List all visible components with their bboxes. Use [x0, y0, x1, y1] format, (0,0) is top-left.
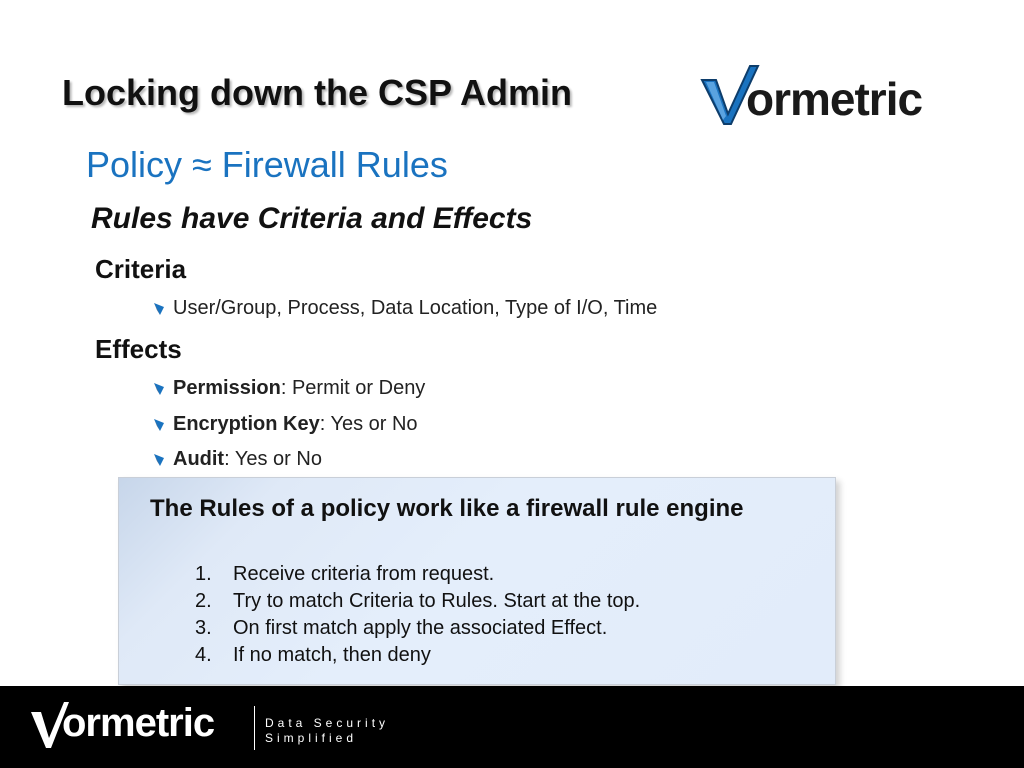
list-item: [195, 615, 640, 642]
logo-wordmark: ormetric: [746, 73, 923, 125]
effect-desc: : Yes or No: [319, 413, 418, 435]
vormetric-logo: [700, 62, 970, 128]
callout-box: [118, 477, 836, 685]
effects-heading: Effects: [95, 334, 182, 364]
steps-list: [195, 561, 640, 669]
footer-divider: [254, 706, 255, 750]
bullet-icon: [153, 418, 165, 432]
criteria-item: User/Group, Process, Data Location, Type of I/O, Time: [173, 297, 658, 319]
footer-bar: [0, 686, 1024, 768]
effect-bullet: [153, 413, 418, 436]
tagline-line2: Simplified: [265, 731, 358, 745]
slide-title: Locking down the CSP Admin: [62, 72, 573, 113]
callout-heading: The Rules of a policy work like a firewall rule engine: [150, 495, 744, 522]
footer-tagline: [265, 716, 389, 746]
effect-bullet: [153, 448, 322, 471]
step-number: 4.: [195, 644, 212, 666]
subtitle: Policy ≈ Firewall Rules: [86, 144, 448, 185]
bullet-icon: [153, 382, 165, 396]
step-number: 2.: [195, 590, 212, 612]
list-item: [195, 642, 640, 669]
subhead: Rules have Criteria and Effects: [91, 202, 533, 235]
footer-logo-wordmark: ormetric: [62, 701, 215, 745]
step-number: 1.: [195, 563, 212, 585]
criteria-heading: Criteria: [95, 254, 187, 284]
tagline-line1: Data Security: [265, 716, 390, 730]
list-item: [195, 561, 640, 588]
step-text: Receive criteria from request.: [233, 563, 495, 585]
list-item: [195, 588, 640, 615]
effect-desc: : Permit or Deny: [280, 377, 426, 399]
step-number: 3.: [195, 617, 212, 639]
step-text: On first match apply the associated Effect.: [233, 617, 608, 639]
effect-desc: : Yes or No: [224, 448, 322, 470]
bullet-icon: [153, 453, 165, 467]
step-text: If no match, then deny: [233, 644, 431, 666]
effect-term: Encryption Key: [173, 413, 320, 435]
effect-term: Permission: [173, 377, 281, 399]
effect-bullet: [153, 377, 425, 400]
effect-term: Audit: [173, 448, 225, 470]
step-text: Try to match Criteria to Rules. Start at the top.: [233, 590, 641, 612]
bullet-icon: [153, 302, 165, 316]
criteria-bullet: [153, 297, 657, 320]
